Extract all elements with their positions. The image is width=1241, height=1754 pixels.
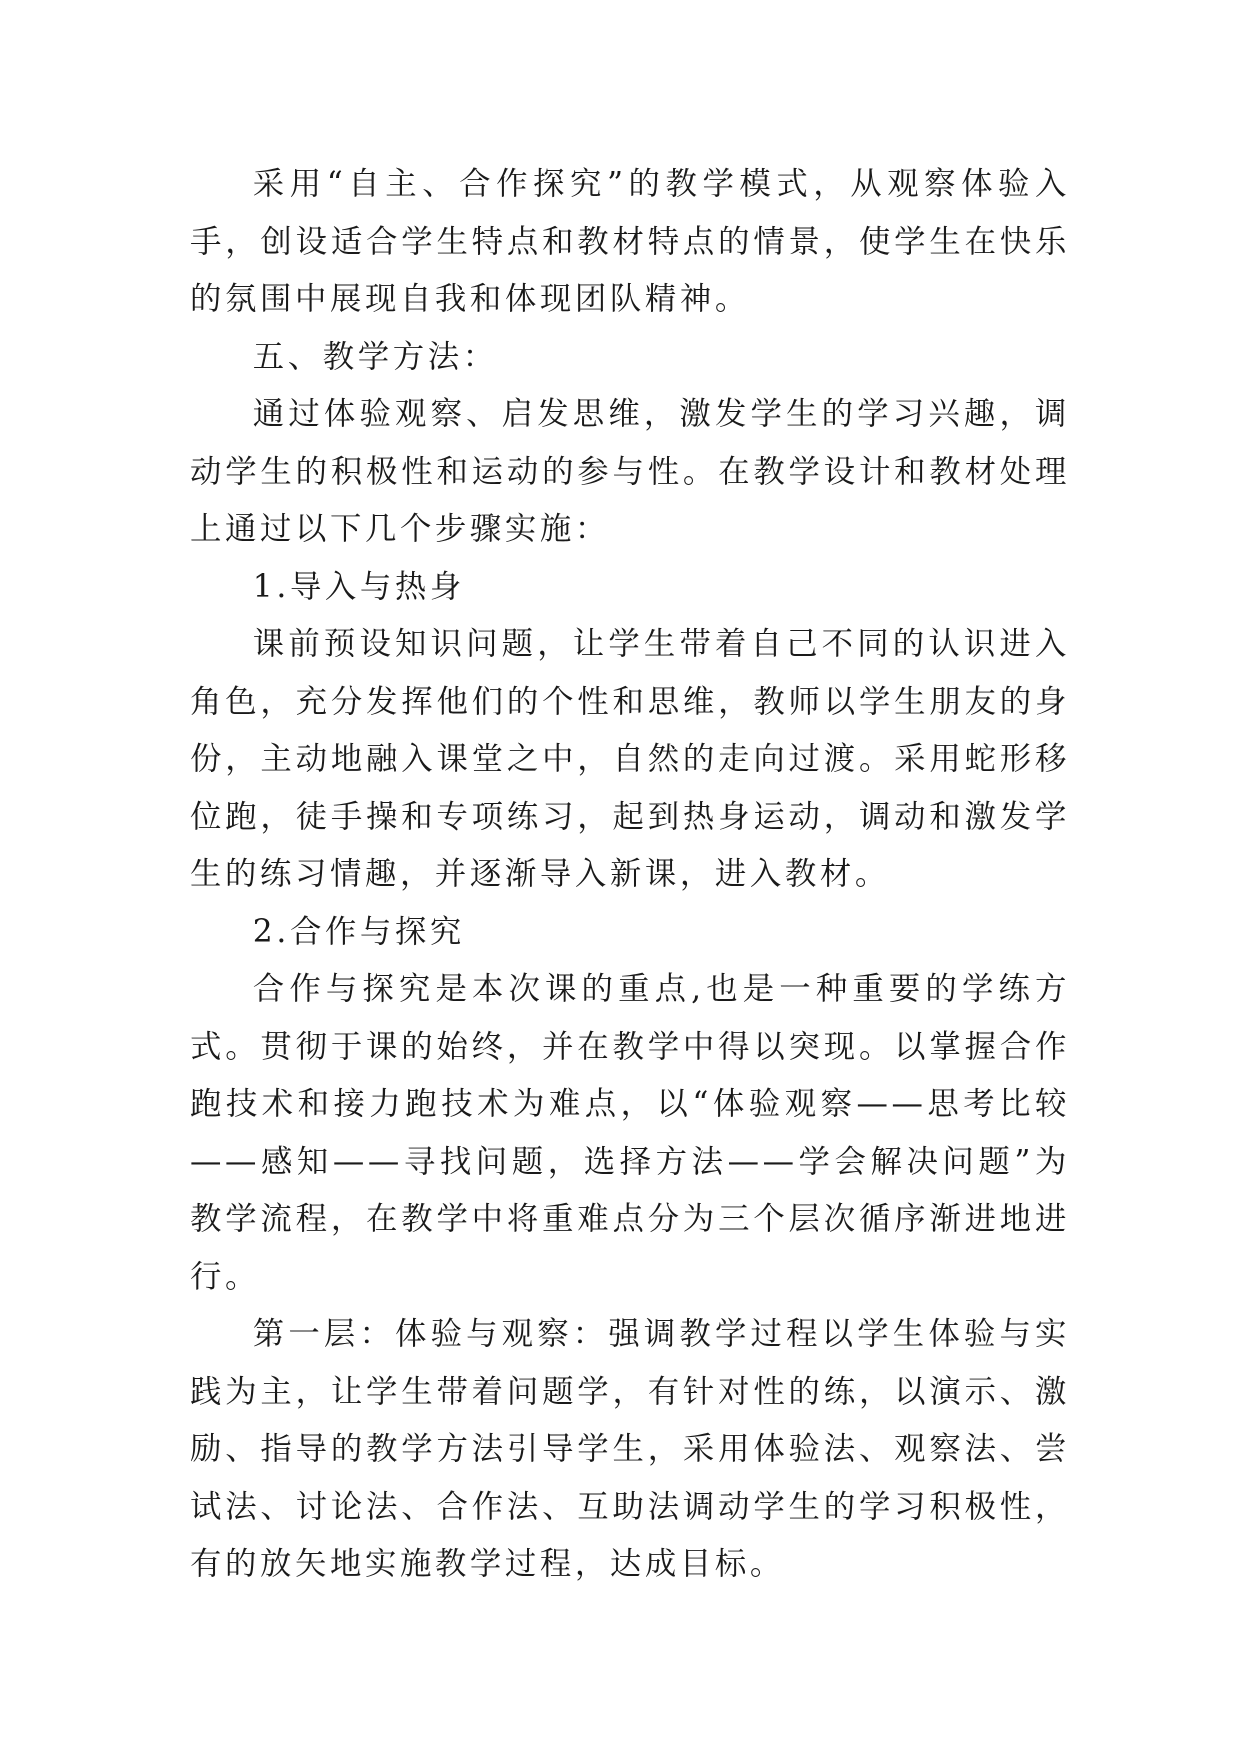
subheading-cooperation: 2.合作与探究: [252, 913, 465, 950]
paragraph-teaching-mode: 采用“自主、合作探究”的教学模式，从观察体验入手，创设适合学生特点和教材特点的情景，使学生在快乐的氛围中展现自我和体现团队精神。: [190, 166, 1070, 317]
paragraph-first-level: 第一层：体验与观察：强调教学过程以学生体验与实践为主，让学生带着问题学，有针对性的练，以演示、激励、指导的教学方法引导学生，采用体验法、观察法、尝试法、讨论法、合作法、互助法调动学生的学习积极性，有的放矢地实施教学过程，达成目标。: [190, 1316, 1070, 1582]
subheading-warmup: 1.导入与热身: [252, 568, 465, 605]
document-body: [190, 156, 1070, 1594]
paragraph-cooperation: 合作与探究是本次课的重点,也是一种重要的学练方式。贯彻于课的始终，并在教学中得以突现。以掌握合作跑技术和接力跑技术为难点，以“体验观察——思考比较——感知——寻找问题，选择方法——学会解决问题”为教学流程，在教学中将重难点分为三个层次循序渐进地进行。: [190, 971, 1070, 1295]
section-heading-teaching-methods: 五、教学方法：: [252, 338, 498, 375]
paragraph-methods-intro: 通过体验观察、启发思维，激发学生的学习兴趣，调动学生的积极性和运动的参与性。在教学设计和教材处理上通过以下几个步骤实施：: [190, 396, 1070, 547]
paragraph-warmup: 课前预设知识问题，让学生带着自己不同的认识进入角色，充分发挥他们的个性和思维，教师以学生朋友的身份，主动地融入课堂之中，自然的走向过渡。采用蛇形移位跑，徒手操和专项练习，起到热身运动，调动和激发学生的练习情趣，并逐渐导入新课，进入教材。: [190, 626, 1070, 892]
